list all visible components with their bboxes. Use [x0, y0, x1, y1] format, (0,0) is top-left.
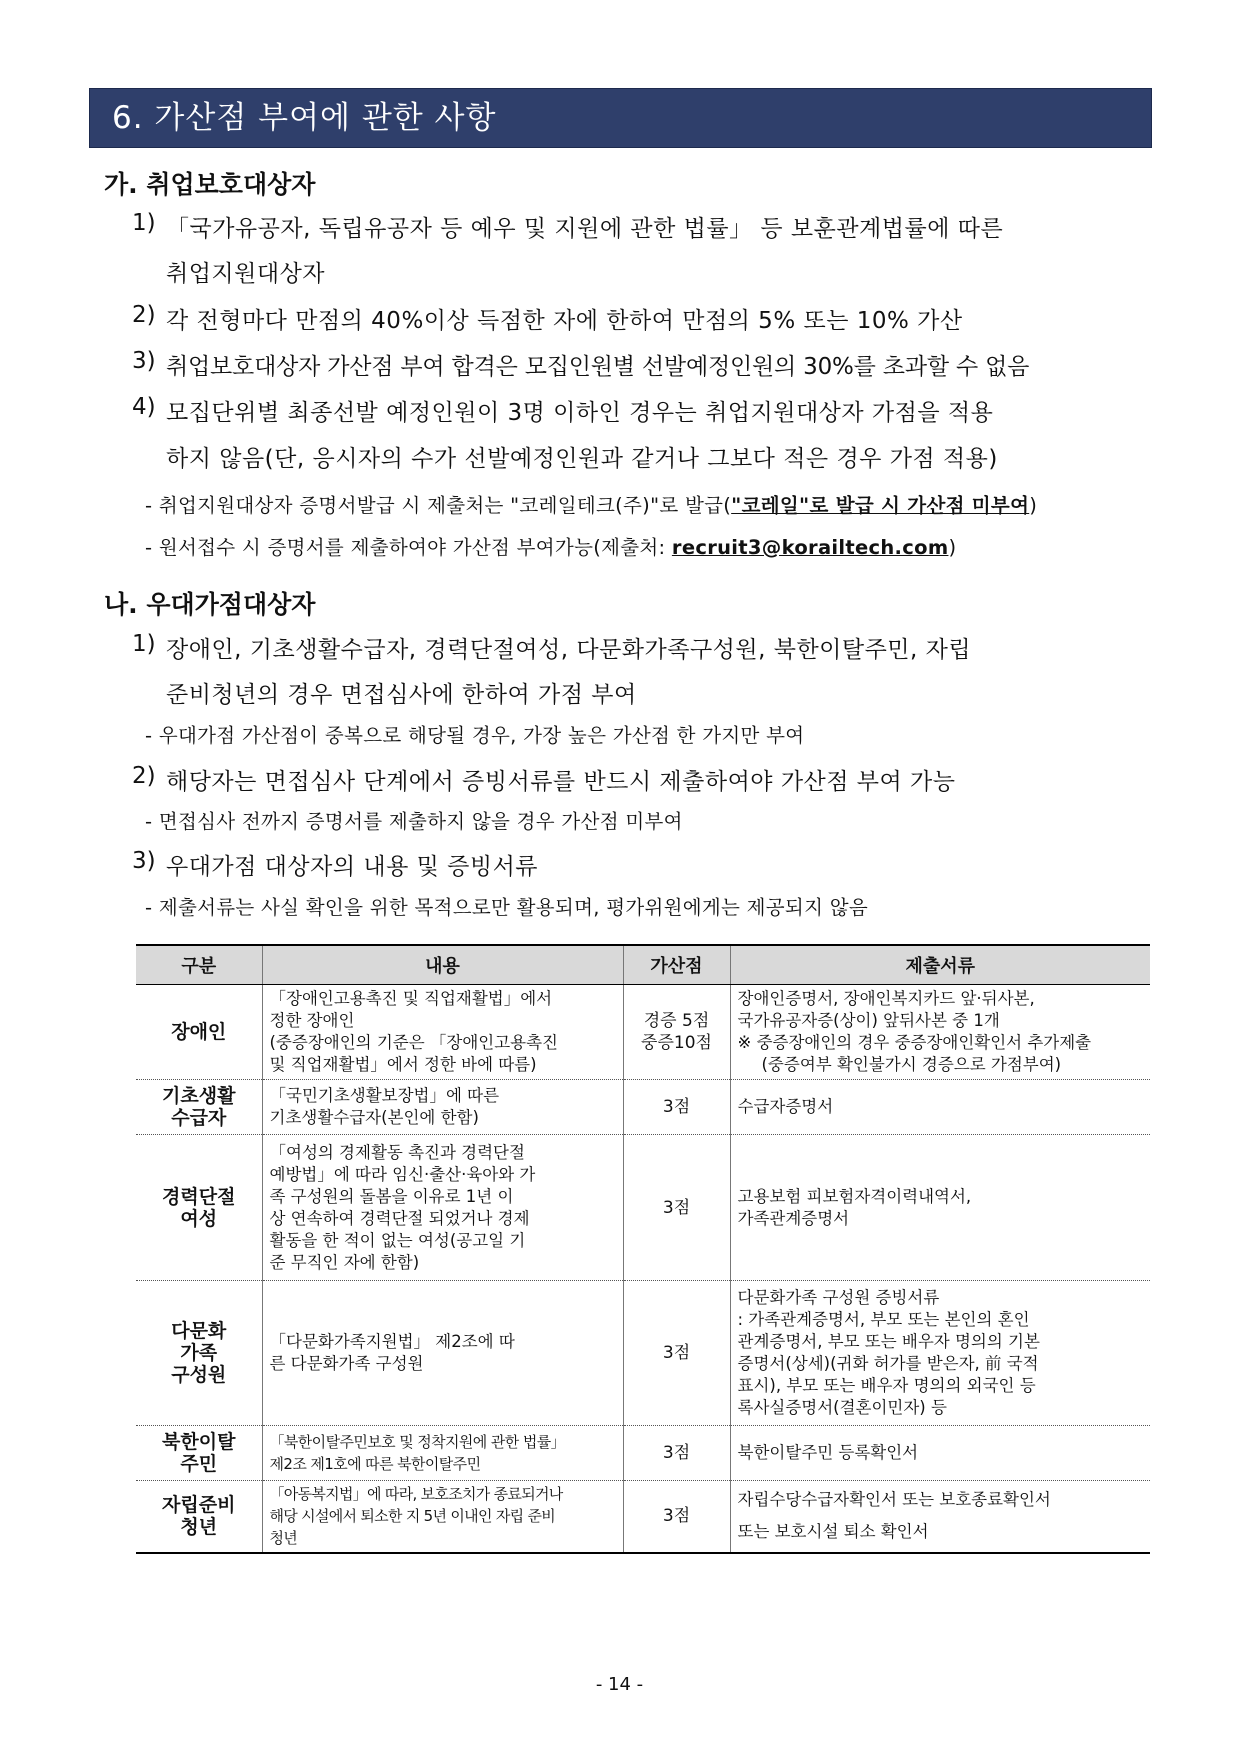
row-category: 다문화 가족 구성원	[136, 1281, 262, 1426]
item-b2-line1: 해당자는 면접심사 단계에서 증빙서류를 반드시 제출하여야 가산점 부여 가능	[166, 769, 956, 795]
row-documents: 다문화가족 구성원 증빙서류 : 가족관계증명서, 부모 또는 본인의 혼인 관계증명서, 부모 또는 배우자 명의의 기본 증명서(상세)(귀화 허가를 받은자, 前 국적 표시), 부모 또는 배우자 명의의 외국인 등 록사실증명서(결혼이민자) 등	[730, 1281, 1150, 1426]
item-a3-line1: 취업보호대상자 가산점 부여 합격은 모집인원별 선발예정인원의 30%를 초과할 수 없음	[166, 354, 1030, 380]
row-points: 경증 5점 중증10점	[623, 985, 730, 1080]
item-a4-line1: 모집단위별 최종선발 예정인원이 3명 이하인 경우는 취업지원대상자 가점을 적용	[166, 400, 994, 426]
row-content: 「여성의 경제활동 촉진과 경력단절 예방법」에 따라 임신·출산·육아와 가 족 구성원의 돌봄을 이유로 1년 이 상 연속하여 경력단절 되었거나 경제 활동을 한 적이 없는 여성(공고일 기 준 무직인 자에 한함)	[262, 1135, 623, 1281]
item-a1-number: 1)	[132, 210, 156, 236]
row-documents: 장애인증명서, 장애인복지카드 앞·뒤사본, 국가유공자증(상이) 앞뒤사본 중 1개 ※ 중증장애인의 경우 중증장애인확인서 추가제출 (중증여부 확인불가시 경증으로 가점부여)	[730, 985, 1150, 1080]
row-documents: 수급자증명서	[730, 1080, 1150, 1135]
row-documents: 자립수당수급자확인서 또는 보호종료확인서 또는 보호시설 퇴소 확인서	[730, 1481, 1150, 1553]
preferential-points-table	[136, 944, 1150, 1554]
note-certificate-issuance: - 취업지원대상자 증명서발급 시 제출처는 "코레일테크(주)"로 발급("코레일"로 발급 시 가산점 미부여)	[145, 494, 1038, 517]
row-category: 경력단절 여성	[136, 1135, 262, 1281]
item-b2-number: 2)	[132, 763, 156, 789]
table-row	[136, 1481, 1150, 1553]
row-points: 3점	[623, 1426, 730, 1481]
table-row	[136, 1080, 1150, 1135]
section-title: 6. 가산점 부여에 관한 사항	[89, 88, 1152, 148]
item-a4-line2: 하지 않음(단, 응시자의 수가 선발예정인원과 같거나 그보다 적은 경우 가점 적용)	[166, 446, 998, 472]
row-content: 「아동복지법」에 따라, 보호조치가 종료되거나 해당 시설에서 퇴소한 지 5년 이내인 자립 준비 청년	[262, 1481, 623, 1553]
item-a4-number: 4)	[132, 394, 156, 420]
row-points: 3점	[623, 1281, 730, 1426]
row-content: 「북한이탈주민보호 및 정착지원에 관한 법률」 제2조 제1호에 따른 북한이탈주민	[262, 1426, 623, 1481]
item-b1-number: 1)	[132, 631, 156, 657]
heading-employment-protection: 가. 취업보호대상자	[104, 170, 316, 199]
row-category: 자립준비 청년	[136, 1481, 262, 1553]
heading-preferential-points: 나. 우대가점대상자	[104, 590, 316, 619]
email-link[interactable]: recruit3@korailtech.com	[671, 536, 949, 559]
row-documents: 북한이탈주민 등록확인서	[730, 1426, 1150, 1481]
note-submission: - 원서접수 시 증명서를 제출하여야 가산점 부여가능(제출처: recruit3@korailtech.com)	[145, 536, 957, 559]
row-content: 「장애인고용촉진 및 직업재활법」에서 정한 장애인 (중증장애인의 기준은 「장애인고용촉진 및 직업재활법」에서 정한 바에 따름)	[262, 985, 623, 1080]
table-header-row	[136, 945, 1150, 985]
item-b3-line1: 우대가점 대상자의 내용 및 증빙서류	[166, 854, 539, 880]
row-documents: 고용보험 피보험자격이력내역서, 가족관계증명서	[730, 1135, 1150, 1281]
row-category: 기초생활 수급자	[136, 1080, 262, 1135]
row-points: 3점	[623, 1135, 730, 1281]
item-b2-note: - 면접심사 전까지 증명서를 제출하지 않을 경우 가산점 미부여	[145, 810, 683, 833]
table-row	[136, 1426, 1150, 1481]
item-a1-line1: 「국가유공자, 독립유공자 등 예우 및 지원에 관한 법률」 등 보훈관계법률에 따른	[166, 216, 1004, 242]
item-b3-number: 3)	[132, 848, 156, 874]
item-b1-line1: 장애인, 기초생활수급자, 경력단절여성, 다문화가족구성원, 북한이탈주민, 자립	[166, 637, 972, 663]
row-category: 장애인	[136, 985, 262, 1080]
header-points: 가산점	[623, 945, 730, 985]
row-content: 「다문화가족지원법」 제2조에 따 른 다문화가족 구성원	[262, 1281, 623, 1426]
item-a2-line1: 각 전형마다 만점의 40%이상 득점한 자에 한하여 만점의 5% 또는 10% 가산	[166, 308, 963, 334]
row-content: 「국민기초생활보장법」에 따른 기초생활수급자(본인에 한함)	[262, 1080, 623, 1135]
item-a1-line2: 취업지원대상자	[166, 261, 326, 287]
item-a3-number: 3)	[132, 348, 156, 374]
table-row	[136, 985, 1150, 1080]
item-a2-number: 2)	[132, 302, 156, 328]
row-points: 3점	[623, 1080, 730, 1135]
table-row	[136, 1135, 1150, 1281]
item-b1-line2: 준비청년의 경우 면접심사에 한하여 가점 부여	[166, 682, 637, 708]
row-points: 3점	[623, 1481, 730, 1553]
item-b1-note: - 우대가점 가산점이 중복으로 해당될 경우, 가장 높은 가산점 한 가지만 부여	[145, 724, 805, 747]
item-b3-note: - 제출서류는 사실 확인을 위한 목적으로만 활용되며, 평가위원에게는 제공되지 않음	[145, 896, 868, 919]
row-category: 북한이탈 주민	[136, 1426, 262, 1481]
header-content: 내용	[262, 945, 623, 985]
header-category: 구분	[136, 945, 262, 985]
header-documents: 제출서류	[730, 945, 1150, 985]
page-number: - 14 -	[595, 1674, 644, 1695]
table-row	[136, 1281, 1150, 1426]
